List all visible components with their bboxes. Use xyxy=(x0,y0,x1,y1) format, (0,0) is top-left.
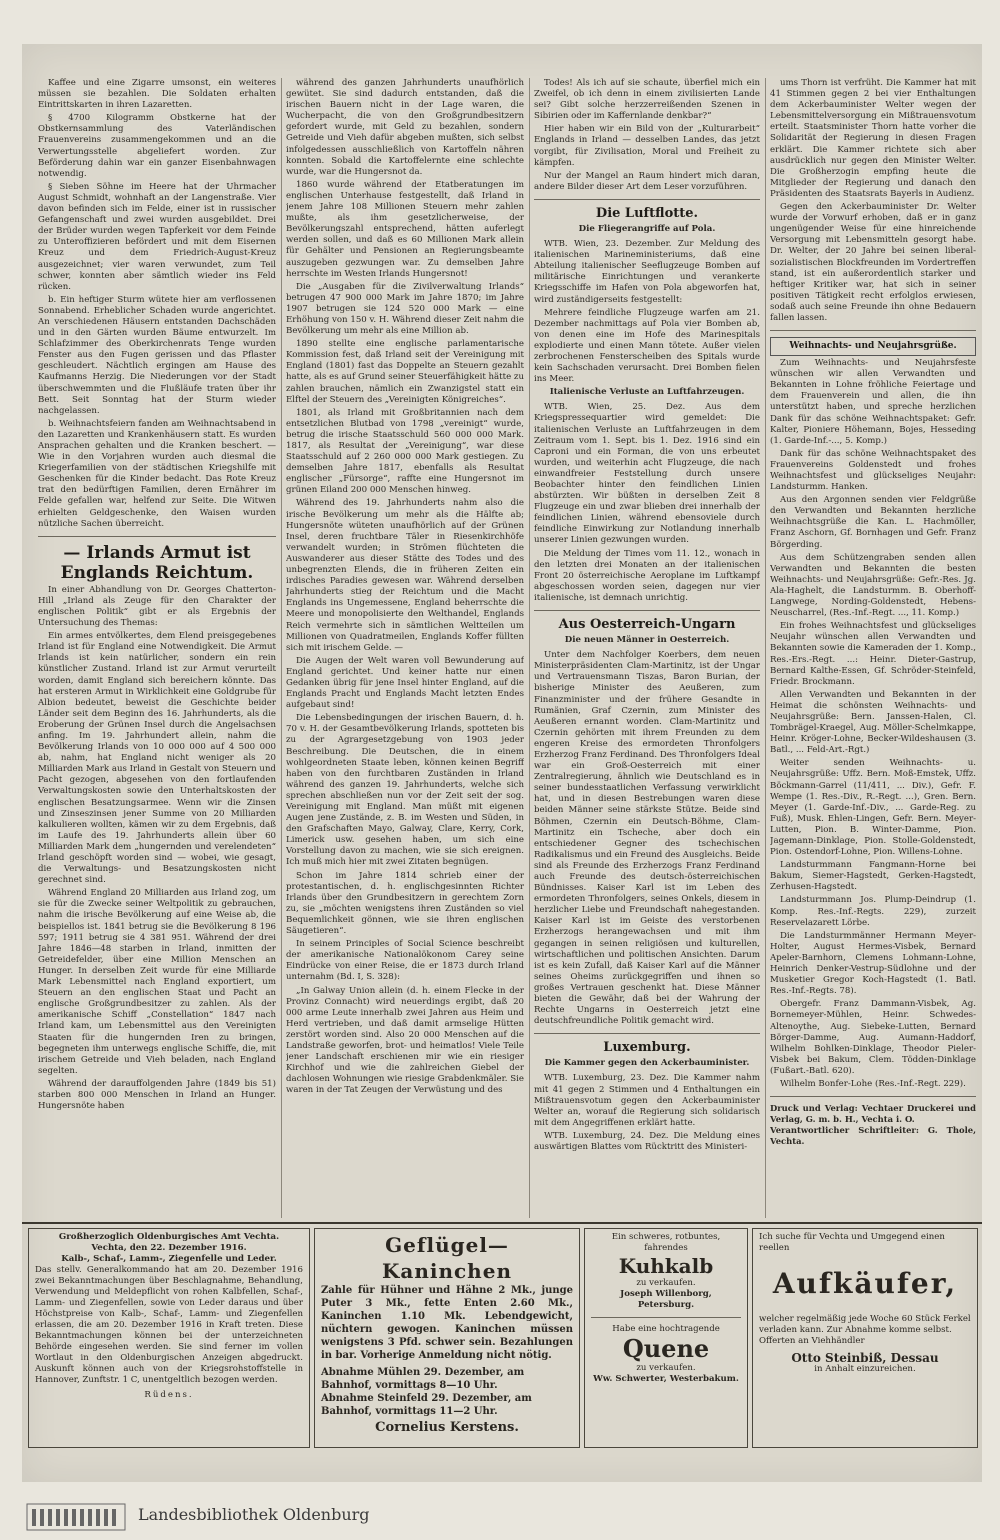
column-2 xyxy=(286,78,524,1218)
ad-title: Quene xyxy=(622,1334,710,1363)
subheading: Italienische Verluste an Luftfahrzeugen. xyxy=(549,387,745,398)
paragraph: Aus den Argonnen senden vier Feldgrüße den Verwandten und Bekannten herzliche Weihnachtsgrüße die Kan. L. Hachmöller, Franz Aschorn, Gf. Bornhagen und Gefr. Franz Börgerding. xyxy=(770,495,976,550)
advertisement-strip xyxy=(22,1222,982,1454)
paragraph: Die Lebensbedingungen der irischen Bauern, d. h. 70 v. H. der Gesamtbevölkerung Irlands, spotteten bis zu der Agrargesetzgebung von 1903 jeder Beschreibung. Die Deutschen, die in einem wohlgeordneten Staate leben, können keinen Begriff haben von den furchtbaren Zuständen in Irland während des ganzen 19. Jahrhunderts, welche sich sprechen abschließen nun vor der Zeit seit der sog. Vereinigung mit England. Man müßt mit eigenen Augen jene Zustände, z. B. im Westen und Süden, in den Grafschaften Mayo, Galway, Clare, Kerry, Cork, Limerick usw. gesehen haben, um sich eine Vorstellung davon zu machen, wie sie sich ereignen. Ich muß mich hier mit zwei Zitaten begnügen. xyxy=(286,713,524,868)
ad-signature: Rüdens. xyxy=(144,1390,194,1400)
paragraph: WTB. Wien, 23. Dezember. Zur Meldung des italienischen Marineministeriums, daß eine Abteilung italienischer Seeflugzeuge Bomben auf militärische Einrichtungen und verankerte Kriegsschiffe im Hafen von Pola abgeworfen hat, wird zuständigerseits festgestellt: xyxy=(534,239,760,305)
paragraph: WTB. Wien, 25. Dez. Aus dem Kriegspressequartier wird gemeldet: Die italienischen Verluste an Luftfahrzeugen in dem Zeitraum vom 1. Sept. bis 1. Dez. 1916 sind ein Caproni und ein Forman, die von uns erbeutet wurden, und weiterhin acht Flugzeuge, die nach einwandfreier Feststellung durch unsere Beobachter hinter den feindlichen Linien abstürzten. Wir büßten in derselben Zeit 8 Flugzeuge ein und zwar blieben drei innerhalb der feindlichen Linien, während ebensoviele durch feindliche Einwirkung zur Notlandung innerhalb unserer Linien gezwungen wurden. xyxy=(534,402,760,546)
paragraph: Mehrere feindliche Flugzeuge warfen am 21. Dezember nachmittags auf Pola vier Bomben ab, von denen eine im Hofe des Marinespitals explodierte und einen Mann tötete. Außer vielen zerbrochenen Fensterscheiben des Spitals wurde kein Sachschaden verursacht. Drei Bomben fielen ins Meer. xyxy=(534,307,760,385)
divider xyxy=(534,1033,760,1034)
section-title-luftflotte: Die Luftflotte. xyxy=(595,205,699,221)
paragraph: Nur der Mangel an Raum hindert mich daran, andere Bilder dieser Art dem Leser vorzuführen. xyxy=(534,170,760,192)
paragraph: Ein frohes Weihnachtsfest und glückseliges Neujahr wünschen allen Verwandten und Bekannten sowie die Kameraden der 1. Komp., Res.-Ers.-Regt. ...: Heinr. Dieter-Gastrup, Bernard Kalthe-Essen, Gf. Schröder-Steinfeld, Friedr. Brockmann. xyxy=(770,621,976,687)
paragraph: Kaffee und eine Zigarre umsonst, ein weiteres müssen sie bezahlen. Die Soldaten erhalten Eintrittskarten in ihren Lazaretten. xyxy=(38,78,276,111)
paragraph: Landsturmmann Fangmann-Horne bei Bakum, Siemer-Hagstedt, Gerken-Hagstedt, Zerhusen-Hagstedt. xyxy=(770,860,976,893)
column-3 xyxy=(534,78,760,1218)
ad-location: in Anhalt einzureichen. xyxy=(814,1364,916,1374)
ad-pretext: Ich suche für Vechta und Umgegend einen reellen xyxy=(759,1232,945,1253)
paragraph: Schon im Jahre 1814 schrieb einer der protestantischen, d. h. englischgesinnten Richter Irlands über den Grundbesitzern in gerechtem Zorn zu, sie „möchten wenigstens ihren Zuständen so viel Bequemlichkeit gönnen, wie sie ihren englischen Säugetieren“. xyxy=(286,870,524,937)
paragraph: Die Landsturmmänner Hermann Meyer-Holter, August Hermes-Visbek, Bernard Apeler-Barnhorn, Clemens Lohmann-Lohne, Heinrich Denker-Vestrup-Südlohne und der Musketier Gregor Koch-Hagstedt (1. Batl. Res.-Inf.-Regts. 78). xyxy=(770,930,976,997)
paragraph: § Sieben Söhne im Heere hat der Uhrmacher August Schmidt, wohnhaft an der Langenstraße. Vier davon befinden sich im Felde, einer ist in russischer Gefangenschaft und zwei wurden ausgebildet. Drei der Brüder wurden wegen Tapferkeit vor dem Feinde zu Unteroffizieren befördert und mit dem Eisernen Kreuz und dem Friedrich-August-Kreuz ausgezeichnet; vier waren verwundet, zum Teil schwer, konnten aber sämtlich wieder ins Feld rücken. xyxy=(38,181,276,292)
ad-body: Das stellv. Generalkommando hat am 20. Dezember 1916 zwei Bekanntmachungen über Beschlagnahme, Behandlung, Verwendung und Meldepflicht von rohen Kalbfellen, Schaf-, Lamm- und Ziegenfellen, sowie von Leder daraus und über Höchstpreise von Kalb-, Schaf-, Lamm- und Ziegenfellen erlassen, die am 20. Dezember 1916 in Kraft treten. Diese Bekanntmachungen können bei der unterzeichneten Behörde eingesehen werden. Sie sind ferner im vollen Wortlaut in den Oldenburgischen Anzeigen abgedruckt. Auskunft können auch von der Kriegsrohstoffstelle in Hannover, Zunftstr. 1 C, unentgeltlich bezogen werden. xyxy=(35,1265,303,1385)
paragraph: Die „Ausgaben für die Zivilverwaltung Irlands“ betrugen 47 900 000 Mark im Jahre 1870; im Jahre 1907 betrugen sie 124 520 000 Mark — eine Erhöhung von 150 v. H. Während dieser Zeit nahm die Bevölkerung um mehr als eine Million ab. xyxy=(286,281,524,337)
ad-title: Geflügel—Kaninchen xyxy=(381,1233,512,1283)
paragraph: 1890 stellte eine englische parlamentarische Kommission fest, daß Irland seit der Vereinigung mit England (1801) fast das Doppelte an Steuern gezahlt hatte, als es auf Grund seiner Steuerfähigkeit hätte zu zahlen brauchen, nämlich ein Zwanzigstel statt ein Elftel der Steuern des „Vereinigten Königreiches“. xyxy=(286,339,524,405)
ad-title: Aufkäufer, xyxy=(772,1267,958,1300)
newspaper-page xyxy=(22,44,982,1482)
paragraph: Die Meldung der Times vom 11. 12., wonach in den letzten drei Monaten an der italienischen Front 20 österreichische Aeroplane im Luftkampf abgeschossen worden seien, dagegen nur vier italienische, ist demnach unrichtig. xyxy=(534,548,760,603)
column-rule xyxy=(281,78,282,1218)
ad-body: welcher regelmäßig jede Woche 60 Stück Ferkel verladen kann. Zur Abnahme komme selbst. Offerten an Viehhändler xyxy=(759,1314,971,1346)
imprint-publisher: Druck und Verlag: Vechtaer Druckerei und Verlag, G. m. b. H., Vechta i. O. xyxy=(770,1103,976,1125)
ad-heading: Großherzoglich Oldenburgisches Amt Vechta. xyxy=(58,1232,280,1242)
article-title-irland: — Irlands Armut ist Englands Reichtum. xyxy=(60,542,254,583)
paragraph: Während der darauffolgenden Jahre (1849 bis 51) starben 800 000 Menschen in Irland an Hunger. Hungersnöte haben xyxy=(38,1078,276,1112)
paragraph: b. Ein heftiger Sturm wütete hier am verflossenen Sonnabend. Erheblicher Schaden wurde angerichtet. An verschiedenen Häusern entstanden Dachschäden und in den Gärten wurden Bäume entwurzelt. Im Schlafzimmer des Oberkirchenrats Tenge wurden Fenster aus den Fugen gerissen und das Pflaster geschleudert. Nächtlich ergingen am Hause des Kaufmanns Herzig. Die Niederungen vor der Stadt überschwemmten und die Flußläufe traten über ihr Bett. Seit Sonntag hat der Sturm wieder nachgelassen. xyxy=(38,294,276,416)
ad-pretext: Habe eine hochtragende xyxy=(612,1324,720,1334)
paragraph: Allen Verwandten und Bekannten in der Heimat die schönsten Weihnachts- und Neujahrsgrüße: Bern. Janssen-Halen, Cl. Tombrägel-Kraegel, Aug. Möller-Schelmkappe, Heinr. Kröger-Lohne, Becker-Wildeshausen (3. Batl., ... Feld-Art.-Rgt.) xyxy=(770,689,976,756)
divider xyxy=(770,1096,976,1097)
divider xyxy=(591,1317,741,1318)
divider xyxy=(534,199,760,200)
library-footer xyxy=(0,1495,1000,1540)
paragraph: während des ganzen Jahrhunderts unaufhörlich gewütet. Sie sind dadurch entstanden, daß die irischen Bauern nicht in der Lage waren, die Wucherpacht, die von den Großgrundbesitzern gefordert wurde, mit Geld zu bezahlen, sondern Getreide und Vieh dafür abgeben mußten, sich selbst infolgedessen ausschließlich von Kartoffeln nähren konnten. Sobald die Kartoffelernte eine schlechte wurde, war die Hungersnot da. xyxy=(286,78,524,177)
paragraph: 1860 wurde während der Etatberatungen im englischen Unterhause festgestellt, daß Irland in jenem Jahre 108 Millionen Steuern mehr zahlen mußte, als ihm gesetzlicherweise, der Bevölkerungszahl entsprechend, hätten auferlegt werden sollen, und daß es 60 Millionen Mark allein für Gehälter und Pensionen an Regierungsbeamte auszugeben gezwungen war. Zu demselben Jahre herrschte im Westen Irlands Hungersnot! xyxy=(286,179,524,279)
divider xyxy=(38,536,276,537)
paragraph: Todes! Als ich auf sie schaute, überfiel mich ein Zweifel, ob ich denn in einem zivilisierten Lande sei? Gibt solche herzzerreißenden Szenen in Sibirien oder im Kaffernlande denkbar?“ xyxy=(534,78,760,122)
section-title-luxemburg: Luxemburg. xyxy=(603,1040,691,1056)
paragraph: Weiter senden Weihnachts- u. Neujahrsgrüße: Uffz. Bern. Moß-Emstek, Uffz. Böckmann-Garrel (11/411, ... Div.), Gefr. F. Wempe (1. Res.-Div., R.-Regt. ...), Gren. Bern. Meyer (1. Garde-Inf.-Div., ... Garde-Reg. zu Fuß), Musk. Ehlen-Lingen, Gefr. Bern. Meyer-Lutten, Pion. B. Winter-Damme, Pion. Jagemann-Dinklage, Pion. Stolle-Goldenstedt, Pion. Ostendorf-Lohne, Pion. Willens-Lohne. xyxy=(770,758,976,858)
ad-signature: Cornelius Kerstens. xyxy=(375,1420,519,1435)
paragraph: WTB. Luxemburg, 23. Dez. Die Kammer nahm mit 41 gegen 2 Stimmen und 4 Enthaltungen ein Mißtrauensvotum gegen den Ackerbauminister Welter an, worauf die Regierung sich solidarisch mit dem Angegriffenen erklärt hatte. xyxy=(534,1073,760,1128)
paragraph: Aus dem Schützengraben senden allen Verwandten und Bekannten die besten Weihnachts- und Neujahrsgrüße: Gefr.-Res. Jg. Ala-Haghelt, die Landsturmm. B. Oberhoff-Langwege, Nording-Goldenstedt, Hebens-Neuscharrel, (Res.-Inf.-Regt. ..., 11. Komp.) xyxy=(770,552,976,619)
ad-name: Otto Steinbiß, Dessau xyxy=(791,1351,939,1365)
paragraph: In seinem Principles of Social Science beschreibt der amerikanische Nationalökonom Carey seine Eindrücke von einer Reise, die er 1873 durch Irland unternahm (Bd. I, S. 328): xyxy=(286,939,524,983)
section-title-oesterreich: Aus Oesterreich-Ungarn xyxy=(558,617,736,633)
ad-name: Ww. Schwerter, Westerbakum. xyxy=(593,1374,739,1384)
library-name: Landesbibliothek Oldenburg xyxy=(138,1505,370,1524)
ad-pickup-2: Abnahme Steinfeld 29. Dezember, am Bahnhof, vormittags 11—2 Uhr. xyxy=(321,1393,532,1417)
paragraph: Obergefr. Franz Dammann-Visbek, Ag. Bornemeyer-Mühlen, Heinr. Schwedes-Altenoythe, Aug. Siebeke-Lutten, Bernard Börger-Damme, Aug. Aumann-Haddorf, Wilhelm Bohlken-Dinklage, Theodor Pieler-Visbek bei Bakum, Clem. Tödden-Dinklage (Fußart.-Batl. 620). xyxy=(770,999,976,1076)
ad-buyer-wanted xyxy=(752,1228,978,1448)
ad-title: Kuhkalb xyxy=(618,1254,714,1278)
ad-pickup-1: Abnahme Mühlen 29. Dezember, am Bahnhof, vormittags 8—10 Uhr. xyxy=(321,1367,525,1391)
subheading: Die neuen Männer in Oesterreich. xyxy=(564,635,730,646)
ad-body: Zahle für Hühner und Hähne 2 Mk., junge Puter 3 Mk., fette Enten 2.60 Mk., Kaninchen 1.10 Mk. Lebendgewicht, nüchtern gewogen. Kaninchen müssen wenigstens 3 Pfd. schwer sein. Bezahlungen in bar. Vorherige Anmeldung nicht nötig. xyxy=(321,1285,573,1361)
paragraph: „In Galway Union allein (d. h. einem Flecke in der Provinz Connacht) wird neuerdings ergibt, daß 20 000 arme Leute innerhalb zwei Jahren aus Heim und Herd vertrieben, und daß damit armselige Hütten zerstört worden sind. Also 20 000 Menschen auf die Landstraße geworfen, brot- und heimatlos! Viele Teile jener Landschaft erschienen mir wie ein riesiger Kirchhof und wie die zahlreichen Giebel der dachlosen Wohnungen wie riesige Grabdenkmäler. Sie waren in der Tat Zeugen der Verwüstung und des xyxy=(286,985,524,1096)
ad-text: zu verkaufen. xyxy=(636,1363,696,1373)
paragraph: Dank für das schöne Weihnachtspaket des Frauenvereins Goldenstedt und frohes Weihnachtsfest und glückseliges Neujahr: Landsturmm. Hanken. xyxy=(770,448,976,493)
paragraph: Während des 19. Jahrhunderts nahm also die irische Bevölkerung um mehr als die Hälfte ab; Hungersnöte wüteten unaufhörlich auf der Grünen Insel, deren fruchtbare Täler in Riesenkirchhöfe verwandelt wurden; in Strömen flüchteten die Auswanderer aus dieser Stätte des Todes und des unbegrenzten Elends, die in früheren Zeiten ein irdisches Paradies gewesen war. Während derselben Jahrhunderts stieg der Reichtum und die Macht Englands ins Ungemessene, England beherrschte die Meere und monopolisierte den Welthandel, Englands Reich vermehrte sich in sämtlichen Weltteilen um Millionen von Quadratmeilen, Englands Koffer füllten sich mit irischem Gelde. — xyxy=(286,498,524,653)
ad-poultry xyxy=(314,1228,580,1448)
paragraph: Hier haben wir ein Bild von der „Kulturarbeit“ Englands in Irland — desselben Landes, das jetzt vorgibt, für Zivilisation, Moral und Freiheit zu kämpfen. xyxy=(534,124,760,168)
ad-pretext: Ein schweres, rotbuntes, fahrendes xyxy=(611,1232,721,1253)
paragraph: Zum Weihnachts- und Neujahrsfeste wünschen wir allen Verwandten und Bekannten in Lohne fröhliche Feiertage und dem Frauenverein und allen, die ihn unterstützt haben, und spreche herzlichen Dank für das schöne Weihnachtspaket: Gefr. Kalter, Pioniere Höhemann, Bojes, Hesseding (1. Garde-Inf.-..., 5. Komp.) xyxy=(770,358,976,446)
subheading: Die Fliegerangriffe auf Pola. xyxy=(578,223,716,234)
paragraph: Die Augen der Welt waren voll Bewunderung auf England gerichtet. Und keiner hatte nur einen Gedanken übrig für jene Insel hinter England, auf die Englands Pracht und Englands Macht letzten Endes aufgebaut sind! xyxy=(286,655,524,711)
paragraph: Ein armes entvölkertes, dem Elend preisgegebenes Irland ist für England eine Notwendigkeit. Die Armut Irlands ist kein natürlicher, sondern ein rein künstlicher Zustand. Irland ist zur Armut verurteilt worden, damit England sich bereichern könnte. Das hat ersteren Armut in Wirklichkeit eine Goldgrube für Albion bedeutet, beweist die Geschichte beider Länder seit dem Beginn des 16. Jahrhunderts, als die Eroberung der Grünen Insel durch die Angelsachsen anfing. Im 19. Jahrhundert allein, nahm die Bevölkerung Irlands von 10 000 000 auf 4 500 000 ab, nahm, hat England nicht weniger als 20 Milliarden Mark aus Irland in Gestalt von Steuern und Pacht gezogen, abgesehen von den fortlaufenden Verwaltungskosten sowie den Unterhaltskosten der englischen Besatzungsarmee. Wenn wir die Zinsen und Zinseszinsen jener Summe von 20 Milliarden kalkulieren wollten, kämen wir zu dem Ergebnis, daß im Laufe des 19. Jahrhunderts allein über 60 Milliarden Mark dem „hungernden und verelendeten“ Irland geschöpft worden sind — wobei, wie gesagt, die Verwaltungs- und Besatzungskosten nicht gerechnet sind. xyxy=(38,631,276,886)
column-4 xyxy=(770,78,976,1218)
column-1 xyxy=(38,78,276,1218)
ad-official-notice xyxy=(28,1228,310,1448)
subheading: Die Kammer gegen den Ackerbauminister. xyxy=(544,1058,750,1069)
paragraph: ums Thorn ist verfrüht. Die Kammer hat mit 41 Stimmen gegen 2 bei vier Enthaltungen dem Ackerbauminister Welter wegen der Lebensmittelversorgung ein Mißtrauensvotum erteilt. Staatsminister Thorn hatte vorher die Solidarität der Regierung in diesen Fragen erklärt. Die Kammer richtete sich aber ausdrücklich nur gegen den Minister Welter. Die Großherzogin empfing heute die Mitglieder der Regierung und danach den Präsidenten des Staatsrats Bayerls in Audienz. xyxy=(770,78,976,199)
paragraph: Unter dem Nachfolger Koerbers, dem neuen Ministerpräsidenten Clam-Martinitz, ist der Ungar und Vertrauensmann Tiszas, Baron Burian, der bisherige Minister des Aeußeren, zum Finanzminister und der frühere Gesandte in Rumänien, Graf Czernin, zum Minister des Aeußeren ernannt worden. Clam-Martinitz und Czernin gehörten mit ihrem Freunden zu dem engeren Kreise des ermordeten Thronfolgers Erzherzog Franz Ferdinand. Des Thronfolgers Ideal war ein Groß-Oesterreich mit einer Zentralregierung, ähnlich wie Deutschland es in seiner bundesstaatlichen Verfassung verwirklicht hat, und in diesen Bestrebungen waren diese beiden Männer seine stärkste Stütze. Beide sind Böhmen, Czernin ein Deutsch-Böhme, Clam-Martinitz ein Tscheche, aber doch ein entschiedener Gegner des tschechischen Radikalismus und ein Freund des Ausgleichs. Beide sind als Freunde des Erzherzogs Franz Ferdinand auch Freunde des deutsch-österreichischen Bündnisses. Kaiser Karl ist im Leben des ermordeten Thronfolgers, seines Onkels, diesem in herzlicher Liebe und Freundschaft nahegestanden. Kaiser Karl ist im Geiste des verstorbenen Erzherzogs herangewachsen und mit ihm gegangen in seinen religiösen und kulturellen, wirtschaftlichen und politischen Ansichten. Darum ist es kein Zufall, daß Kaiser Karl auf die Männer seines Oheims zurückgegriffen und ihnen so großes Vertrauen geschenkt hat. Diese Männer bieten die Gewähr, daß bei der Wahrung der Rechte Ungarns in Oesterreich jetzt eine deutschfreundliche Politik gemacht wird. xyxy=(534,650,760,1027)
divider xyxy=(770,330,976,331)
paragraph: 1801, als Irland mit Großbritannien nach dem entsetzlichen Blutbad von 1798 „vereinigt“ wurde, betrug die irische Staatsschuld 560 000 000 Mark. 1817, als Resultat der „Vereinigung“, war diese Staatsschuld auf 2 260 000 000 Mark gestiegen. Zu demselben Jahre 1817, ebenfalls als Resultat englischer „Fürsorge“, raffte eine Hungersnot im grünen Eiland 200 000 Menschen hinweg. xyxy=(286,407,524,496)
ad-name: Joseph Willenborg, Petersburg. xyxy=(620,1289,712,1310)
paragraph: In einer Abhandlung von Dr. Georges Chatterton-Hill „Irland als Zeuge für den Charakter der englischen Politik“ gibt er als Ergebnis der Untersuchung des Themas: xyxy=(38,584,276,629)
paragraph: b. Weihnachtsfeiern fanden am Weihnachtsabend in den Lazaretten und Krankenhäusern statt. Es wurden Ansprachen gehalten und die Kranken beschert. — Wie in den Vorjahren wurden auch diesmal die Kriegerfamilien von der städtischen Kriegshilfe mit Geschenken für die Kinder bedacht. Das Rote Kreuz trat den bedürftigen Familien, deren Ernährer im Felde gefallen war, helfend zur Seite. Die Witwen erhielten Geldgeschenke, den Waisen wurden nützliche Sachen überreicht. xyxy=(38,418,276,529)
divider xyxy=(534,610,760,611)
ad-livestock xyxy=(584,1228,748,1448)
ad-subject: Kalb-, Schaf-, Lamm-, Ziegenfelle und Leder. xyxy=(61,1254,277,1264)
ad-date: Vechta, den 22. Dezember 1916. xyxy=(91,1243,247,1253)
library-building-icon xyxy=(26,1503,126,1531)
paragraph: § 4700 Kilogramm Obstkerne hat der Obstkernsammlung des Vaterländischen Frauenvereins zusammengekommen und an die Verwertungsstelle abgeliefert worden. Zur Beförderung dahin war ein ganzer Eisenbahnwagen notwendig. xyxy=(38,113,276,179)
column-rule xyxy=(765,78,766,1218)
column-rule xyxy=(529,78,530,1218)
section-title-weihnachtsgruesse: Weihnachts- und Neujahrsgrüße. xyxy=(770,337,976,356)
ad-text: zu verkaufen. xyxy=(636,1278,696,1288)
paragraph: WTB. Luxemburg, 24. Dez. Die Meldung eines auswärtigen Blattes vom Rücktritt des Ministeri- xyxy=(534,1130,760,1152)
paragraph: Während England 20 Milliarden aus Irland zog, um sie für die Zwecke seiner Weltpolitik zu gebrauchen, nahm die irische Bevölkerung auf eine Weise ab, die beispiellos ist. 1841 betrug sie die Bevölkerung 8 196 597; 1911 betrug sie 4 381 951. Während der drei Jahre 1846—48 starben in Irland, inmitten der Getreidefelder, über eine Million Menschen an Hunger. In derselben Zeit wurde für eine Milliarde Mark Lebensmittel nach England exportiert, um Steuern an den englischen Staat und Pacht an englische Großgrundbesitzer zu zahlen. Als der amerikanische Schiff „Constellation“ 1847 nach Irland kam, um Lebensmittel aus den Vereinigten Staaten für die hungernden Iren zu bringen, begegneten ihm unterwegs englische Schiffe, die, mit irischem Getreide und Vieh beladen, nach England segelten. xyxy=(38,888,276,1076)
paragraph: Gegen den Ackerbauminister Dr. Welter wurde der Vorwurf erhoben, daß er in ganz ungenügender Weise für eine hinreichende Versorgung mit Lebensmitteln gesorgt habe. Dr. Welter, der 20 Jahre bei seinen liberal-sozialistischen Blockfreunden im Vordertreffen stand, ist ein außerordentlich starker und heftiger Kritiker war, hat sich in seiner positiven Tätigkeit recht erfolglos erwiesen, sodaß auch seine Freunde ihn ohne Bedauern fallen lassen. xyxy=(770,202,976,323)
imprint-editor: Verantwortlicher Schriftleiter: G. Thole, Vechta. xyxy=(770,1125,976,1147)
paragraph: Landsturmmann Jos. Plump-Deindrup (1. Komp. Res.-Inf.-Regts. 229), zurzeit Reservelazarett Lörbe. xyxy=(770,895,976,928)
paragraph: Wilhelm Bonfer-Lohe (Res.-Inf.-Regt. 229). xyxy=(780,1078,966,1089)
